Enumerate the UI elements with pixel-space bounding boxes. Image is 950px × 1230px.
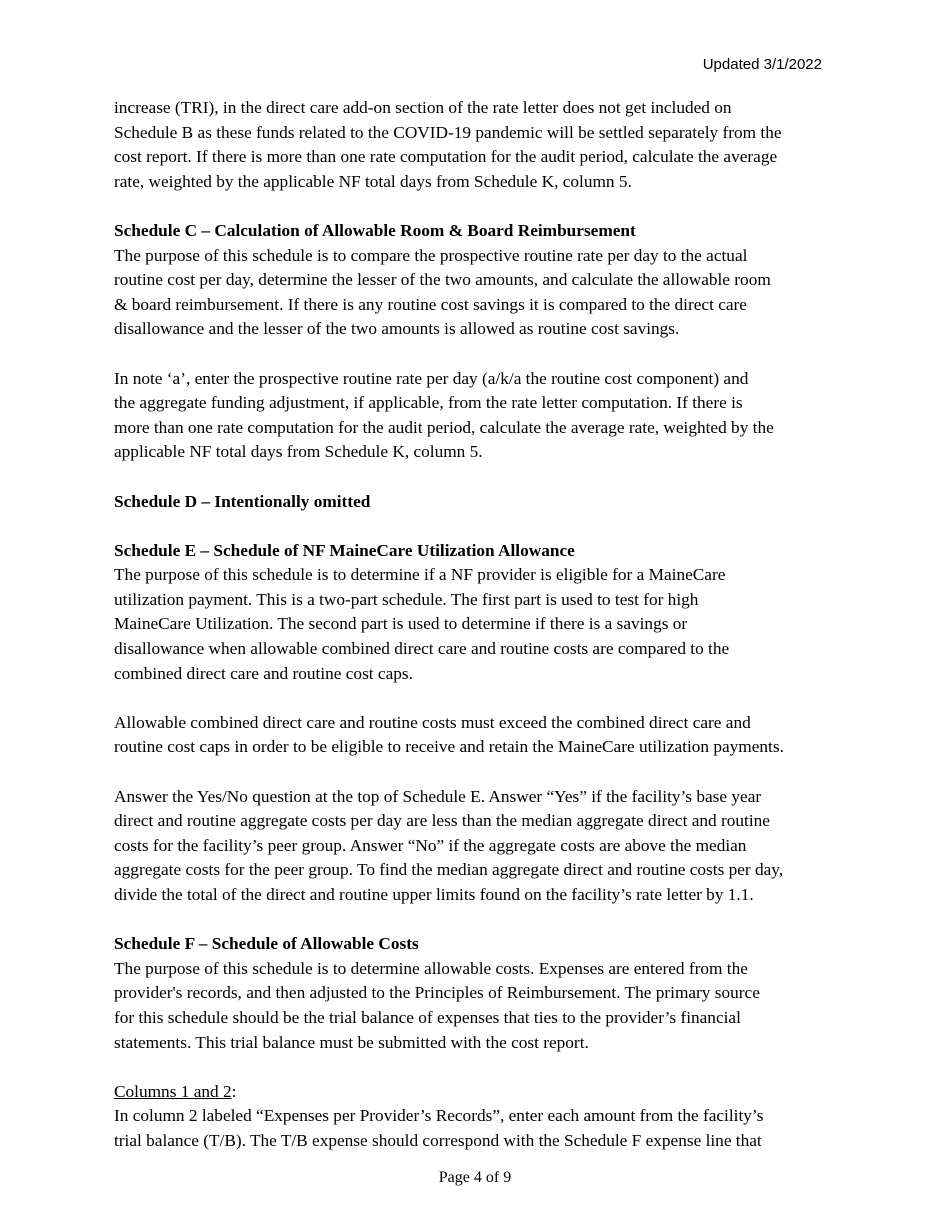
schedule-e-paragraph-2	[114, 711, 849, 760]
text-line: cost report. If there is more than one rate computation for the audit period, calculate the average	[114, 147, 778, 167]
text-line: Schedule B as these funds related to the COVID-19 pandemic will be settled separately from the	[114, 122, 782, 142]
schedule-d-heading: Schedule D – Intentionally omitted	[114, 491, 371, 511]
text-line: statements. This trial balance must be submitted with the cost report.	[114, 1032, 589, 1052]
text-line: utilization payment. This is a two-part schedule. The first part is used to test for high	[114, 589, 699, 609]
text-line: the aggregate funding adjustment, if applicable, from the rate letter computation. If there is	[114, 393, 743, 413]
text-line: combined direct care and routine cost caps.	[114, 663, 413, 683]
schedule-c-paragraph-1	[114, 244, 849, 342]
document-body	[114, 96, 849, 1154]
text-line: routine cost per day, determine the lesser of the two amounts, and calculate the allowable room	[114, 270, 771, 290]
updated-date: Updated 3/1/2022	[702, 56, 822, 73]
text-line: direct and routine aggregate costs per day are less than the median aggregate direct and routine	[114, 811, 770, 831]
text-line: for this schedule should be the trial balance of expenses that ties to the provider’s financial	[114, 1007, 741, 1027]
schedule-c-heading: Schedule C – Calculation of Allowable Room & Board Reimbursement	[114, 220, 636, 240]
text-line: Answer the Yes/No question at the top of Schedule E. Answer “Yes” if the facility’s base year	[114, 786, 762, 806]
columns-subheading	[114, 1080, 849, 1105]
text-line: The purpose of this schedule is to determine allowable costs. Expenses are entered from the	[114, 958, 748, 978]
text-line: costs for the facility’s peer group. Answer “No” if the aggregate costs are above the median	[114, 835, 747, 855]
intro-paragraph	[114, 96, 849, 194]
text-line: trial balance (T/B). The T/B expense should correspond with the Schedule F expense line that	[114, 1130, 762, 1150]
schedule-f-paragraph-1	[114, 957, 849, 1055]
schedule-f-paragraph-2	[114, 1104, 849, 1153]
columns-colon: :	[231, 1081, 237, 1101]
columns-label: Columns 1 and 2	[114, 1081, 232, 1101]
text-line: MaineCare Utilization. The second part is used to determine if there is a savings or	[114, 614, 688, 634]
text-line: disallowance when allowable combined direct care and routine costs are compared to the	[114, 639, 730, 659]
text-line: disallowance and the lesser of the two amounts is allowed as routine cost savings.	[114, 319, 680, 339]
schedule-e-heading: Schedule E – Schedule of NF MaineCare Utilization Allowance	[114, 540, 575, 560]
text-line: The purpose of this schedule is to determine if a NF provider is eligible for a MaineCare	[114, 565, 726, 585]
text-line: In note ‘a’, enter the prospective routine rate per day (a/k/a the routine cost component) and	[114, 368, 749, 388]
text-line: provider's records, and then adjusted to the Principles of Reimbursement. The primary source	[114, 983, 760, 1003]
text-line: routine cost caps in order to be eligible to receive and retain the MaineCare utilization payments.	[114, 737, 784, 757]
text-line: aggregate costs for the peer group. To find the median aggregate direct and routine costs per day,	[114, 860, 784, 880]
text-line: more than one rate computation for the audit period, calculate the average rate, weighted by the	[114, 417, 774, 437]
page-number: Page 4 of 9	[438, 1169, 512, 1186]
text-line: Allowable combined direct care and routine costs must exceed the combined direct care and	[114, 712, 751, 732]
text-line: applicable NF total days from Schedule K, column 5.	[114, 442, 483, 462]
schedule-f-heading: Schedule F – Schedule of Allowable Costs	[114, 934, 419, 954]
text-line: In column 2 labeled “Expenses per Provider’s Records”, enter each amount from the facility’s	[114, 1106, 764, 1126]
schedule-e-paragraph-3	[114, 785, 849, 908]
text-line: divide the total of the direct and routine upper limits found on the facility’s rate letter by 1.1.	[114, 885, 754, 904]
schedule-c-paragraph-2	[114, 367, 849, 465]
text-line: The purpose of this schedule is to compare the prospective routine rate per day to the actual	[114, 245, 748, 265]
schedule-e-paragraph-1	[114, 563, 849, 686]
text-line: rate, weighted by the applicable NF total days from Schedule K, column 5.	[114, 171, 632, 191]
text-line: & board reimbursement. If there is any routine cost savings it is compared to the direct care	[114, 294, 747, 314]
text-line: increase (TRI), in the direct care add-on section of the rate letter does not get included on	[114, 98, 732, 117]
